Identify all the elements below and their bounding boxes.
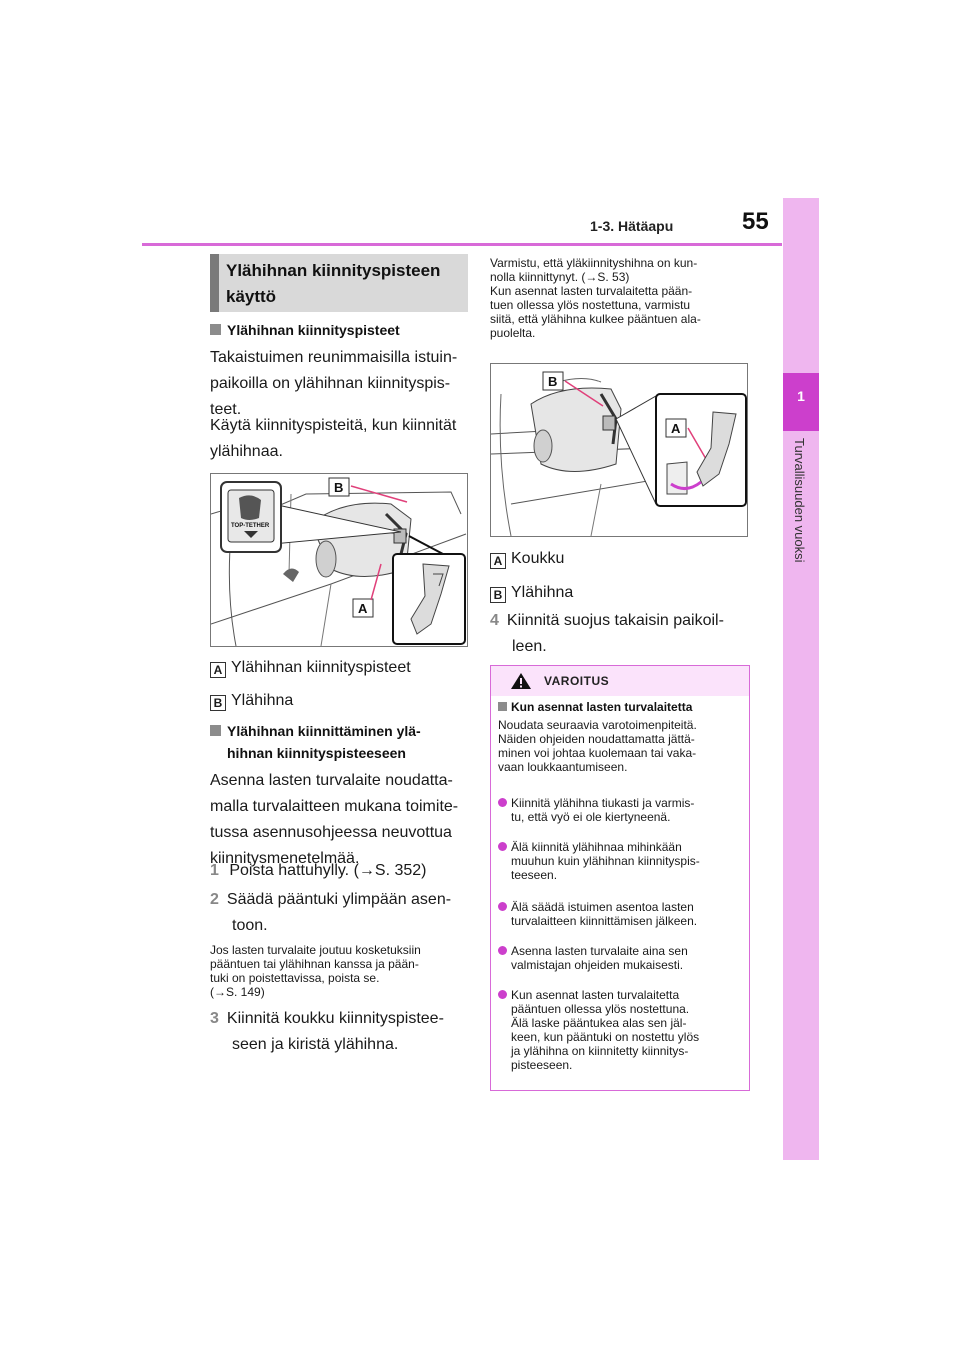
hook-illustration <box>491 364 748 537</box>
bullet-icon <box>498 798 507 807</box>
square-bullet-icon <box>210 725 221 736</box>
bullet-icon <box>498 902 507 911</box>
figure-anchor-points <box>210 473 468 647</box>
legend-top-tether: B Ylähihna <box>210 688 293 714</box>
warning-bullet-1: Kiinnitä ylähihna tiukasti ja varmis- tu, että vyö ei ole kiertyneenä. <box>498 796 742 824</box>
warning-subheading: Kun asennat lasten turvalaitetta <box>498 700 692 714</box>
paragraph-verify: Varmistu, että yläkiinnityshihna on kun- nolla kiinnittynyt. (→S. 53) Kun asennat lasten turvalaitetta pään- tuen ollessa ylös nostettuna, varmistu siitä, että ylähihna kulkee pääntuen ala- puolelta. <box>490 256 701 340</box>
chapter-title: 1-3. Hätäapu <box>590 218 674 234</box>
warning-triangle-icon <box>510 672 532 690</box>
figure-label-b: B <box>334 480 344 495</box>
step-3: 3 Kiinnitä koukku kiinnityspistee- seen ja kiristä ylähihna. <box>210 1010 444 1053</box>
side-tab-label: Turvallisuuden vuoksi <box>792 438 807 563</box>
square-bullet-icon <box>498 702 507 711</box>
step-2: 2 Säädä pääntuki ylimpään asen- toon. <box>210 891 452 934</box>
warning-title: VAROITUS <box>544 674 610 688</box>
bullet-icon <box>498 990 507 999</box>
legend-anchor-points: A Ylähihnan kiinnityspisteet <box>210 655 411 681</box>
warning-bullet-4: Asenna lasten turvalaite aina sen valmistajan ohjeiden mukaisesti. <box>498 944 742 972</box>
warning-bullet-5: Kun asennat lasten turvalaitetta pääntuen ollessa ylös nostettuna. Älä laske pääntukea alas sen jäl- keen, kun pääntuki on nostettu ylös ja ylähihna on kiinnitetty kiinnitys- pisteeseen. <box>498 988 742 1072</box>
step-4: 4 Kiinnitä suojus takaisin paikoil- leen. <box>490 612 724 655</box>
legend-hook: A Koukku <box>490 546 564 572</box>
paragraph-intro: Takaistuimen reunimmaisilla istuin- paikoilla on ylähihnan kiinnityspis- teet. <box>210 349 458 418</box>
page-number: 55 <box>742 208 769 235</box>
subheading-anchor-points: Ylähihnan kiinnityspisteet <box>210 319 400 341</box>
section-heading-bar <box>210 254 219 312</box>
subheading-attach-tether: Ylähihnan kiinnittäminen ylä- hihnan kiinnityspisteeseen <box>210 720 421 764</box>
tether-sign-text: TOP-TETHER <box>231 523 270 529</box>
paragraph-install: Asenna lasten turvalaite noudatta- malla turvalaitteen mukana toimite- tussa asennusohjeessa neuvottua kiinnitysmenetelmää. <box>210 772 459 867</box>
header-rule <box>142 243 782 246</box>
section-heading: Ylähihnan kiinnityspisteen käyttö <box>226 261 441 306</box>
legend-tether: B Ylähihna <box>490 580 573 606</box>
note-headrest: Jos lasten turvalaite joutuu kosketuksiin pääntuen tai ylähihnan kanssa ja pään- tuki on poistettavissa, poista se. (→S. 149) <box>210 943 421 999</box>
figure-label-b: B <box>548 374 558 389</box>
warning-bullet-3: Älä säädä istuimen asentoa lasten turvalaitteen kiinnittämisen jälkeen. <box>498 900 742 928</box>
warning-intro: Noudata seuraavia varotoimenpiteitä. Näiden ohjeiden noudattamatta jättä- minen voi johtaa kuolemaan tai vaka- vaan loukkaantumiseen. <box>498 718 697 774</box>
warning-bullet-2: Älä kiinnitä ylähihnaa mihinkään muuhun kuin ylähihnan kiinnityspis- teeseen. <box>498 840 742 882</box>
bullet-icon <box>498 842 507 851</box>
square-bullet-icon <box>210 324 221 335</box>
bullet-icon <box>498 946 507 955</box>
side-tab[interactable] <box>783 198 819 1160</box>
figure-hook <box>490 363 748 537</box>
figure-label-a: A <box>671 421 681 436</box>
side-tab-label-wrap <box>776 438 826 618</box>
paragraph-usage: Käytä kiinnityspisteitä, kun kiinnität ylähihnaa. <box>210 417 457 460</box>
side-tab-number: 1 <box>797 388 805 404</box>
anchor-illustration <box>211 474 468 647</box>
figure-label-a: A <box>358 601 368 616</box>
step-1: 1 Poista hattuhylly. (→S. 352) <box>210 862 427 879</box>
